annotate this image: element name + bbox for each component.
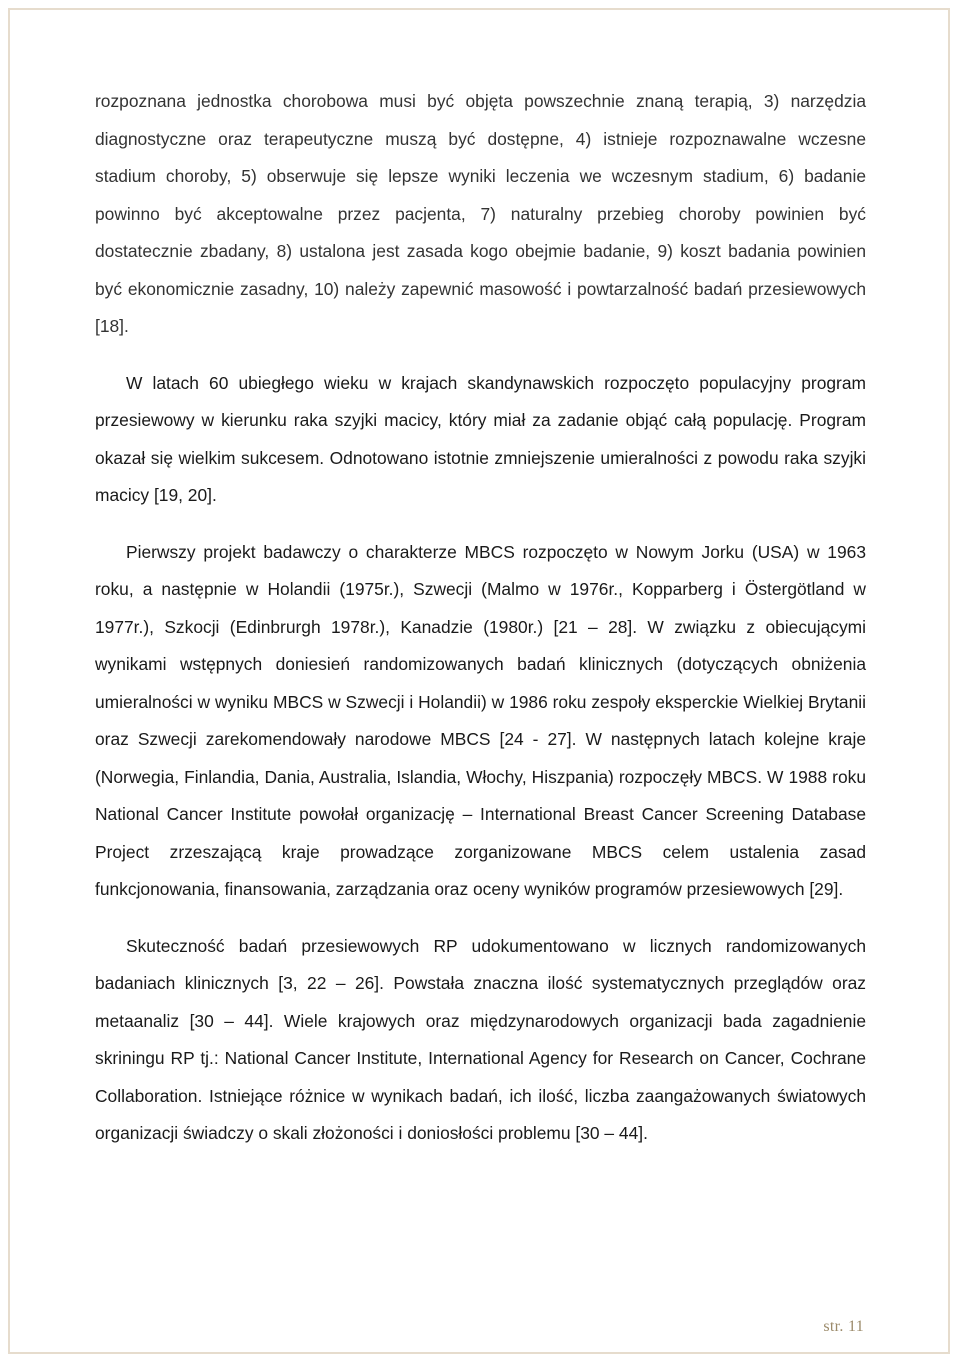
document-body (95, 83, 866, 1153)
paragraph-screening-criteria: rozpoznana jednostka chorobowa musi być objęta powszechnie znaną terapią, 3) narzędzia diagnostyczne oraz terapeutyczne muszą być dostępne, 4) istnieje rozpoznawalne wczesne stadium choroby, 5) obserwuje się lepsze wyniki leczenia we wczesnym stadium, 6) badanie powinno być akceptowalne przez pacjenta, 7) naturalny przebieg choroby powinien być dostatecznie zbadany, 8) ustalona jest zasada kogo obejmie badanie, 9) koszt badania powinien być ekonomicznie zasadny, 10) należy zapewnić masowość i powtarzalność badań przesiewowych [18]. (95, 91, 866, 336)
page-number: str. 11 (823, 1318, 864, 1335)
paragraph-mbcs-history: Pierwszy projekt badawczy o charakterze MBCS rozpoczęto w Nowym Jorku (USA) w 1963 roku, a następnie w Holandii (1975r.), Szwecji (Malmo w 1976r., Kopparberg i Östergötland w 1977r.), Szkocji (Edinbrurgh 1978r.), Kanadzie (1980r.) [21 – 28]. W związku z obiecującymi wynikami wstępnych doniesień randomizowanych badań klinicznych (dotyczących obniżenia umieralności w wyniku MBCS w Szwecji i Holandii) w 1986 roku zespoły eksperckie Wielkiej Brytanii oraz Szwecji zarekomendowały narodowe MBCS [24 - 27]. W następnych latach kolejne kraje (Norwegia, Finlandia, Dania, Australia, Islandia, Włochy, Hiszpania) rozpoczęły MBCS. W 1988 roku National Cancer Institute powołał organizację – International Breast Cancer Screening Database Project zrzeszającą kraje prowadzące zorganizowane MBCS celem ustalenia zasad funkcjonowania, finansowania, zarządzania oraz oceny wyników programów przesiewowych [29]. (95, 541, 866, 899)
paragraph-screening-effectiveness: Skuteczność badań przesiewowych RP udokumentowano w licznych randomizowanych badaniach klinicznych [3, 22 – 26]. Powstała znaczna ilość systematycznych przeglądów oraz metaanaliz [30 – 44]. Wiele krajowych oraz międzynarodowych organizacji bada zagadnienie skriningu RP tj.: National Cancer Institute, International Agency for Research on Cancer, Cochrane Collaboration. Istniejące różnice w wynikach badań, ich ilość, liczba zaangażowanych światowych organizacji świadczy o skali złożoności i doniosłości problemu [30 – 44]. (95, 935, 866, 1143)
paragraph-cervical-screening: W latach 60 ubiegłego wieku w krajach skandynawskich rozpoczęto populacyjny program przesiewowy w kierunku raka szyjki macicy, który miał za zadanie objąć całą populację. Program okazał się wielkim sukcesem. Odnotowano istotnie zmniejszenie umieralności z powodu raka szyjki macicy [19, 20]. (95, 372, 866, 505)
